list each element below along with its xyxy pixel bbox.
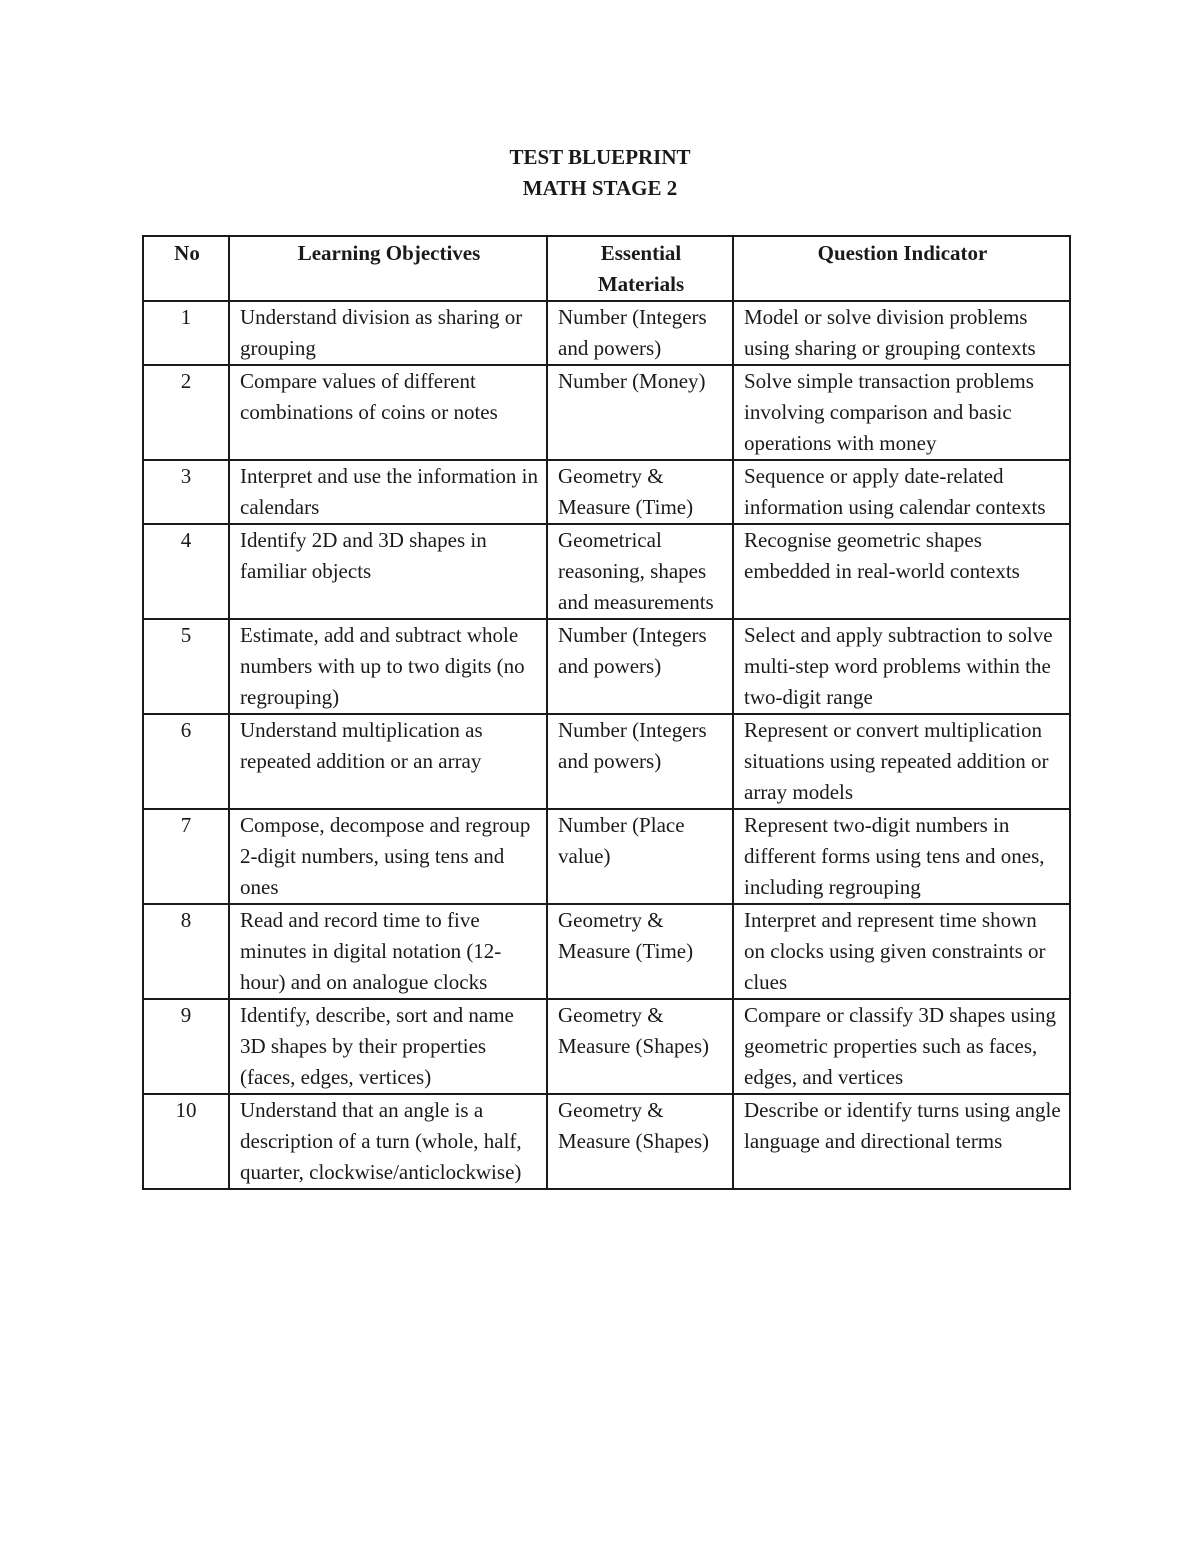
learning-objective-cell: Identify 2D and 3D shapes in familiar objects [229, 524, 547, 619]
table-row [143, 809, 1070, 904]
question-indicator-cell: Model or solve division problems using sharing or grouping contexts [733, 301, 1070, 365]
essential-material-cell: Geometry & Measure (Time) [547, 904, 733, 999]
row-number: 2 [143, 365, 229, 460]
table-row [143, 365, 1070, 460]
table-row [143, 904, 1070, 999]
table-row [143, 999, 1070, 1094]
row-number: 3 [143, 460, 229, 524]
learning-objective-cell: Compare values of different combinations of coins or notes [229, 365, 547, 460]
learning-objective-cell: Read and record time to five minutes in digital notation (12-hour) and on analogue clocks [229, 904, 547, 999]
essential-material-cell: Number (Integers and powers) [547, 301, 733, 365]
essential-material-cell: Number (Integers and powers) [547, 619, 733, 714]
row-number: 8 [143, 904, 229, 999]
question-indicator-cell: Recognise geometric shapes embedded in real-world contexts [733, 524, 1070, 619]
blueprint-table [142, 235, 1071, 1190]
question-indicator-cell: Describe or identify turns using angle language and directional terms [733, 1094, 1070, 1189]
row-number: 9 [143, 999, 229, 1094]
question-indicator-cell: Represent two-digit numbers in different forms using tens and ones, including regrouping [733, 809, 1070, 904]
learning-objective-cell: Understand division as sharing or grouping [229, 301, 547, 365]
document-subtitle: MATH STAGE 2 [522, 176, 678, 200]
header-question-indicator: Question Indicator [733, 236, 1070, 301]
table-row [143, 460, 1070, 524]
essential-material-cell: Geometrical reasoning, shapes and measurements [547, 524, 733, 619]
learning-objective-cell: Estimate, add and subtract whole numbers with up to two digits (no regrouping) [229, 619, 547, 714]
table-row [143, 1094, 1070, 1189]
question-indicator-cell: Solve simple transaction problems involving comparison and basic operations with money [733, 365, 1070, 460]
learning-objective-cell: Understand multiplication as repeated addition or an array [229, 714, 547, 809]
question-indicator-cell: Select and apply subtraction to solve multi-step word problems within the two-digit range [733, 619, 1070, 714]
header-essential-materials: Essential Materials [547, 236, 733, 301]
question-indicator-cell: Compare or classify 3D shapes using geometric properties such as faces, edges, and vertices [733, 999, 1070, 1094]
row-number: 7 [143, 809, 229, 904]
row-number: 1 [143, 301, 229, 365]
document-title: TEST BLUEPRINT [509, 145, 691, 169]
table-header-row [143, 236, 1070, 301]
learning-objective-cell: Interpret and use the information in calendars [229, 460, 547, 524]
essential-material-cell: Geometry & Measure (Shapes) [547, 999, 733, 1094]
essential-material-cell: Number (Money) [547, 365, 733, 460]
essential-material-cell: Number (Place value) [547, 809, 733, 904]
table-row [143, 619, 1070, 714]
table-row [143, 714, 1070, 809]
document-title-block [0, 142, 1200, 204]
question-indicator-cell: Sequence or apply date-related information using calendar contexts [733, 460, 1070, 524]
learning-objective-cell: Identify, describe, sort and name 3D shapes by their properties (faces, edges, vertices) [229, 999, 547, 1094]
row-number: 5 [143, 619, 229, 714]
question-indicator-cell: Interpret and represent time shown on clocks using given constraints or clues [733, 904, 1070, 999]
row-number: 6 [143, 714, 229, 809]
row-number: 4 [143, 524, 229, 619]
essential-material-cell: Geometry & Measure (Shapes) [547, 1094, 733, 1189]
learning-objective-cell: Compose, decompose and regroup 2-digit numbers, using tens and ones [229, 809, 547, 904]
row-number: 10 [143, 1094, 229, 1189]
question-indicator-cell: Represent or convert multiplication situations using repeated addition or array models [733, 714, 1070, 809]
table-row [143, 524, 1070, 619]
learning-objective-cell: Understand that an angle is a description of a turn (whole, half, quarter, clockwise/anticlockwise) [229, 1094, 547, 1189]
essential-material-cell: Number (Integers and powers) [547, 714, 733, 809]
essential-material-cell: Geometry & Measure (Time) [547, 460, 733, 524]
header-no: No [143, 236, 229, 301]
table-row [143, 301, 1070, 365]
header-learning-objectives: Learning Objectives [229, 236, 547, 301]
